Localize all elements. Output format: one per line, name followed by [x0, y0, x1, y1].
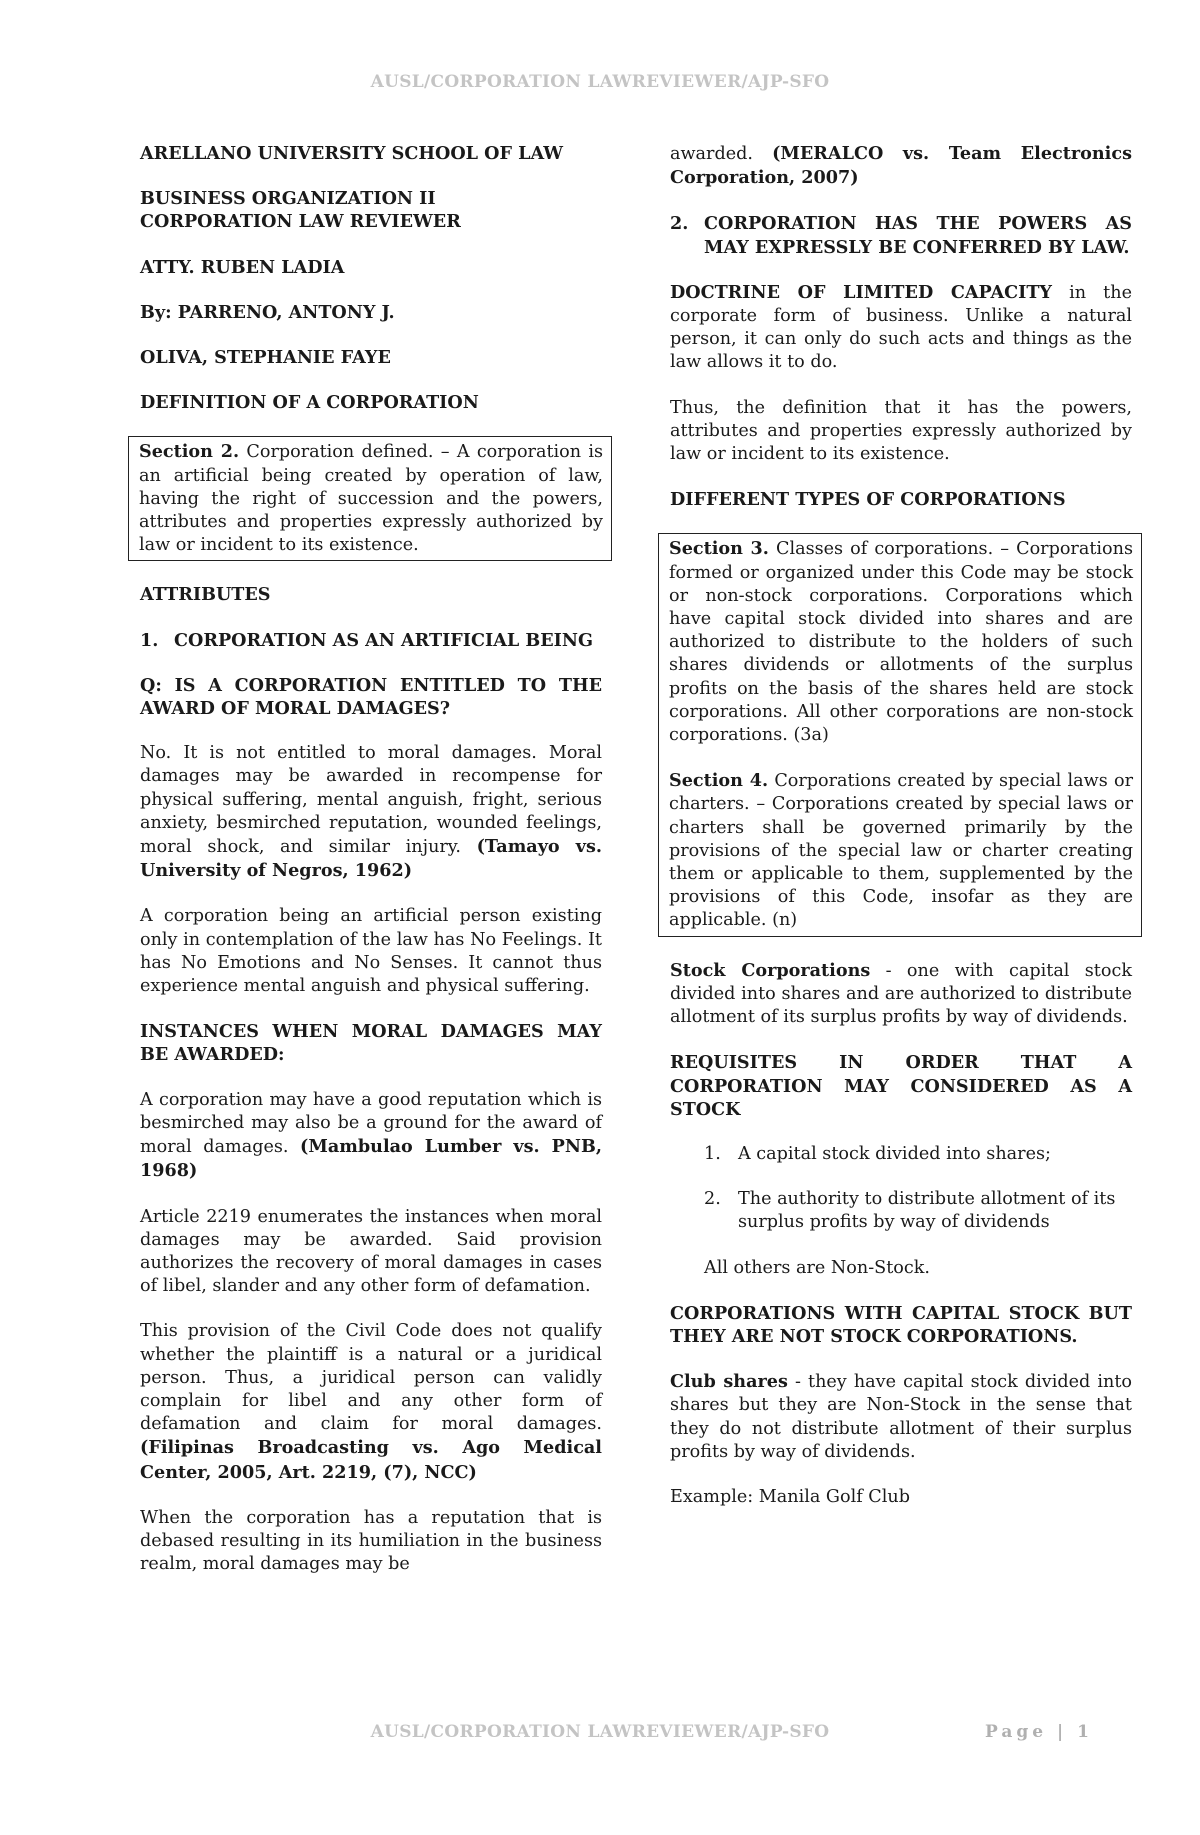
list-item [140, 629, 602, 652]
course-line-1: BUSINESS ORGANIZATION II [140, 188, 436, 210]
paragraph-3-body: A corporation may have a good reputation which is besmirched may also be a ground for the award of moral damages. [140, 1089, 602, 1158]
section-4-text [669, 769, 1133, 932]
list-item [670, 212, 1132, 258]
paragraph-5-body: This provision of the Civil Code does not qualify whether the plaintiff is a natural or a juridical person. Thus, a juridical person can validly complain for libel and any other form of defamation and claim for moral damages. [140, 1321, 602, 1435]
page-footer: AUSL/CORPORATION LAWREVIEWER/AJP-SFO [370, 1722, 830, 1742]
question-moral-damages: Q: IS A CORPORATION ENTITLED TO THE AWARD OF MORAL DAMAGES? [140, 674, 602, 720]
doctrine-label: DOCTRINE OF LIMITED CAPACITY [670, 281, 1052, 303]
page-number: Page | 1 [985, 1722, 1093, 1742]
attribute-2-text: CORPORATION HAS THE POWERS AS MAY EXPRESSLY BE CONFERRED BY LAW. [704, 213, 1132, 258]
requisite-2-text: The authority to distribute allotment of its surplus profits by way of dividends [738, 1189, 1116, 1233]
paragraph-5 [140, 1320, 602, 1484]
section-2-box [128, 436, 612, 561]
paragraph-1 [140, 742, 602, 883]
paragraph-6: When the corporation has a reputation that is debased resulting in its humiliation in the business realm, moral damages may be [140, 1507, 602, 1575]
requisite-1-number: 1. [704, 1143, 721, 1164]
doctrine-body: in the corporate form of business. Unlike a natural person, it can only do such acts and things as the law allows it to do. [670, 282, 1132, 373]
paragraph-5-citation: (Filipinas Broadcasting vs. Ago Medical Center, 2005, Art. 2219, (7), NCC) [140, 1437, 602, 1483]
capital-stock-heading: CORPORATIONS WITH CAPITAL STOCK BUT THEY ARE NOT STOCK CORPORATIONS. [670, 1302, 1132, 1347]
section-3-body: Classes of corporations. – Corporations formed or organized under this Code may be stock or non-stock corporations. Corporations which have capital stock divided into shares and are authorized to distribute to the holders of such shares dividends or allotments of the surplus profits on the basis of the shares held are stock corporations. All other corporations are non-stock corporations. (3a) [669, 539, 1133, 746]
course-line-2: CORPORATION LAW REVIEWER [140, 211, 461, 233]
attribute-1-text: CORPORATION AS AN ARTIFICIAL BEING [174, 629, 594, 651]
section-3-text [669, 537, 1133, 747]
requisites-heading: REQUISITES IN ORDER THAT A CORPORATION MAY CONSIDERED AS A STOCK [670, 1052, 1132, 1120]
attribute-list-1 [140, 629, 602, 652]
doctrine-paragraph [670, 281, 1132, 375]
continued-citation: (MERALCO vs. Team Electronics Corporation, 2007) [670, 143, 1132, 189]
stock-label: Stock Corporations [670, 959, 871, 981]
list-item [704, 1143, 1132, 1166]
instances-heading: INSTANCES WHEN MORAL DAMAGES MAY BE AWARDED: [140, 1021, 602, 1066]
school-name: ARELLANO UNIVERSITY SCHOOL OF LAW [140, 143, 563, 164]
stock-corporations-paragraph [670, 959, 1132, 1030]
professor-name: ATTY. RUBEN LADIA [140, 256, 345, 278]
others-paragraph: All others are Non-Stock. [704, 1257, 930, 1278]
section-4-body: Corporations created by special laws or charters. – Corporations created by special laws or charters shall be governed primarily by the provisions of the special law or charter creating them or applicable to them, supplemented by the provisions of this Code, insofar as they are applicable. (n) [669, 771, 1133, 931]
club-body: - they have capital stock divided into shares but they are Non-Stock in the sense that they do not distribute allotment of their surplus profits by way of dividends. [670, 1372, 1133, 1462]
example-paragraph: Example: Manila Golf Club [670, 1486, 910, 1507]
page-header: AUSL/CORPORATION LAWREVIEWER/AJP-SFO [370, 72, 830, 92]
list-item [704, 1188, 1132, 1234]
sections-3-4-box [658, 533, 1142, 936]
paragraph-3 [140, 1089, 602, 1184]
club-shares-paragraph [670, 1370, 1132, 1464]
requisite-1-text: A capital stock divided into shares; [738, 1143, 1051, 1164]
left-column [140, 142, 602, 1598]
author-2: OLIVA, STEPHANIE FAYE [140, 347, 391, 369]
requisite-2-number: 2. [704, 1189, 721, 1210]
requisites-list [704, 1143, 1132, 1235]
attribute-1-number: 1. [140, 629, 159, 651]
section-2-label: Section 2. [139, 441, 240, 463]
thus-paragraph: Thus, the definition that it has the powers, attributes and properties expressly authorized by law or incident to its existence. [670, 397, 1132, 465]
club-label: Club shares [670, 1371, 788, 1393]
section-2-text [139, 440, 603, 557]
attribute-2-number: 2. [670, 213, 689, 235]
continued-body: awarded. [670, 144, 773, 164]
paragraph-1-citation: (Tamayo vs. University of Negros, 1962) [140, 836, 603, 882]
paragraph-1-body: No. It is not entitled to moral damages. Moral damages may be awarded in recompense for physical suffering, mental anguish, fright, serious anxiety, besmirched reputation, wounded feelings, moral shock, and similar injury. [140, 743, 602, 858]
types-heading: DIFFERENT TYPES OF CORPORATIONS [670, 489, 1066, 511]
attributes-heading: ATTRIBUTES [140, 584, 271, 606]
section-3-label: Section 3. [669, 538, 769, 560]
definition-heading: DEFINITION OF A CORPORATION [140, 392, 479, 414]
stock-body: - one with capital stock divided into shares and are authorized to distribute allotment of its surplus profits by way of dividends. [670, 960, 1132, 1028]
section-4-label: Section 4. [669, 770, 769, 792]
section-2-body: Corporation defined. – A corporation is an artificial being created by operation of law, having the right of succession and the powers, attributes and properties expressly authorized by law or incident to its existence. [139, 442, 603, 556]
author-1: By: PARRENO, ANTONY J. [140, 301, 395, 323]
attribute-list-2 [670, 212, 1132, 258]
paragraph-2: A corporation being an artificial person existing only in contemplation of the law has No Feelings. It has No Emotions and No Senses. It cannot thus experience mental anguish and physical suffering. [140, 906, 602, 997]
paragraph-3-citation: (Mambulao Lumber vs. PNB, 1968) [140, 1136, 602, 1182]
paragraph-4: Article 2219 enumerates the instances when moral damages may be awarded. Said provision authorizes the recovery of moral damages in cases of libel, slander and any other form of defamation. [140, 1206, 602, 1297]
continued-paragraph [670, 142, 1132, 190]
right-column [670, 142, 1132, 1531]
